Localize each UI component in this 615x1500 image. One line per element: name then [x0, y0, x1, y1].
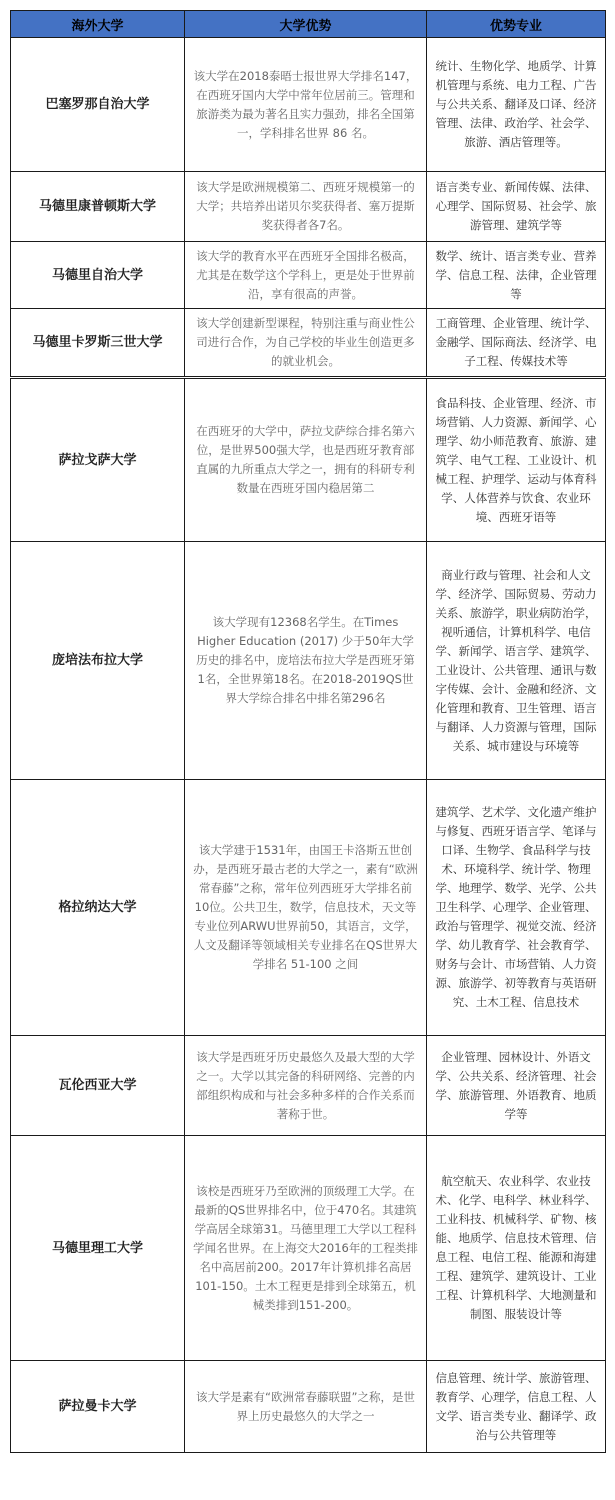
table-row — [11, 309, 606, 377]
header-advantage: 大学优势 — [185, 11, 427, 38]
table-row — [11, 1361, 606, 1453]
university-table-2 — [10, 378, 606, 1453]
university-majors: 统计、生物化学、地质学、计算机管理与系统、电力工程、广告与公共关系、翻译及口译、经济管理、法律、政治学、社会学、旅游、酒店管理等。 — [427, 38, 606, 172]
university-advantage: 该大学建于1531年，由国王卡洛斯五世创办，是西班牙最古老的大学之一，素有“欧洲常春藤”之称，常年位列西班牙大学排名前10位。公共卫生，数学，信息技术，天文等专业位列ARWU世界前50，其语言，文学，人文及翻译等领域相关专业排名在QS世界大学排名 51-100 之间 — [185, 780, 427, 1036]
university-name: 瓦伦西亚大学 — [11, 1036, 185, 1136]
table-row — [11, 1136, 606, 1361]
university-name: 萨拉戈萨大学 — [11, 379, 185, 542]
university-name: 萨拉曼卡大学 — [11, 1361, 185, 1453]
university-majors: 工商管理、企业管理、统计学、金融学、国际商法、经济学、电子工程、传媒技术等 — [427, 309, 606, 377]
header-university: 海外大学 — [11, 11, 185, 38]
table-row — [11, 379, 606, 542]
university-majors: 建筑学、艺术学、文化遗产维护与修复、西班牙语言学、笔译与口译、生物学、食品科学与技术、环境科学、统计学、物理学、地理学、数学、光学、公共卫生科学、心理学、企业管理、政治与管理学、视觉交流、经济学、幼儿教育学、社会教育学、财务与会计、市场营销、人力资源、旅游学、初等教育与英语研究、土木工程、信息技术 — [427, 780, 606, 1036]
table-row — [11, 780, 606, 1036]
university-name: 马德里自治大学 — [11, 242, 185, 309]
university-advantage: 该校是西班牙乃至欧洲的顶级理工大学。在最新的QS世界排名中，位于470名。其建筑学高居全球第31。马德里理工大学以工程科学闻名世界。在上海交大2016年的工程类排名中高居前200。2017年计算机排名高居101-150。土木工程更是排到全球第五，机械类排到151-200。 — [185, 1136, 427, 1361]
university-name: 巴塞罗那自治大学 — [11, 38, 185, 172]
university-advantage: 该大学是欧洲规模第二、西班牙规模第一的大学；共培养出诺贝尔奖获得者、塞万提斯奖获得者各7名。 — [185, 172, 427, 242]
university-majors: 信息管理、统计学、旅游管理、教育学、心理学，信息工程、人文学、语言类专业、翻译学、政治与公共管理等 — [427, 1361, 606, 1453]
university-advantage: 该大学在2018泰晤士报世界大学排名147，在西班牙国内大学中常年位居前三。管理和旅游类为最为著名且实力强劲，排名全国第一，学科排名世界 86 名。 — [185, 38, 427, 172]
table-row — [11, 542, 606, 780]
university-advantage: 该大学是素有“欧洲常春藤联盟”之称，是世界上历史最悠久的大学之一 — [185, 1361, 427, 1453]
university-advantage: 该大学是西班牙历史最悠久及最大型的大学之一。大学以其完备的科研网络、完善的内部组织构成和与社会多种多样的合作关系而著称于世。 — [185, 1036, 427, 1136]
table-row — [11, 242, 606, 309]
university-name: 格拉纳达大学 — [11, 780, 185, 1036]
university-advantage: 该大学现有12368名学生。在Times Higher Education (2017) 少于50年大学历史的排名中，庞培法布拉大学是西班牙第1名，全世界第18名。在2018-2019QS世界大学综合排名中排名第296名 — [185, 542, 427, 780]
university-name: 马德里康普顿斯大学 — [11, 172, 185, 242]
university-name: 马德里卡罗斯三世大学 — [11, 309, 185, 377]
university-name: 马德里理工大学 — [11, 1136, 185, 1361]
university-advantage: 该大学创建新型课程，特别注重与商业性公司进行合作，为自己学校的毕业生创造更多的就业机会。 — [185, 309, 427, 377]
table-header-row — [11, 11, 606, 38]
university-name: 庞培法布拉大学 — [11, 542, 185, 780]
table-row — [11, 172, 606, 242]
header-majors: 优势专业 — [427, 11, 606, 38]
table-row — [11, 1036, 606, 1136]
table-row — [11, 38, 606, 172]
university-advantage: 该大学的教育水平在西班牙全国排名极高，尤其是在数学这个学科上，更是处于世界前沿，享有很高的声誉。 — [185, 242, 427, 309]
university-table-1 — [10, 10, 606, 377]
university-majors: 航空航天、农业科学、农业技术、化学、电科学、林业科学、工业科技、机械科学、矿物、核能、地质学、信息技术管理、信息工程、电信工程、能源和海建工程、建筑学、建筑设计、工业工程、计算机科学、大地测量和制图、服装设计等 — [427, 1136, 606, 1361]
university-advantage: 在西班牙的大学中，萨拉戈萨综合排名第六位，是世界500强大学，也是西班牙教育部直属的九所重点大学之一，拥有的科研专利数量在西班牙国内稳居第二 — [185, 379, 427, 542]
university-majors: 食品科技、企业管理、经济、市场营销、人力资源、新闻学、心理学、幼小师范教育、旅游、建筑学、电气工程、工业设计、机械工程、护理学、运动与体育科学、人体营养与饮食、农业环境、西班牙语等 — [427, 379, 606, 542]
university-majors: 企业管理、园林设计、外语文学、公共关系、经济管理、社会学、旅游管理、外语教育、地质学等 — [427, 1036, 606, 1136]
university-majors: 商业行政与管理、社会和人文学、经济学、国际贸易、劳动力关系、旅游学，职业病防治学，视听通信，计算机科学、电信学、新闻学、语言学、建筑学、工业设计、公共管理、通讯与数字传媒、会计、金融和经济、文化管理和教育、卫生管理、语言与翻译、人力资源与管理，国际关系、城市建设与环境等 — [427, 542, 606, 780]
university-majors: 数学、统计、语言类专业、营养学、信息工程、法律，企业管理等 — [427, 242, 606, 309]
university-majors: 语言类专业、新闻传媒、法律、心理学、国际贸易、社会学、旅游管理、建筑学等 — [427, 172, 606, 242]
